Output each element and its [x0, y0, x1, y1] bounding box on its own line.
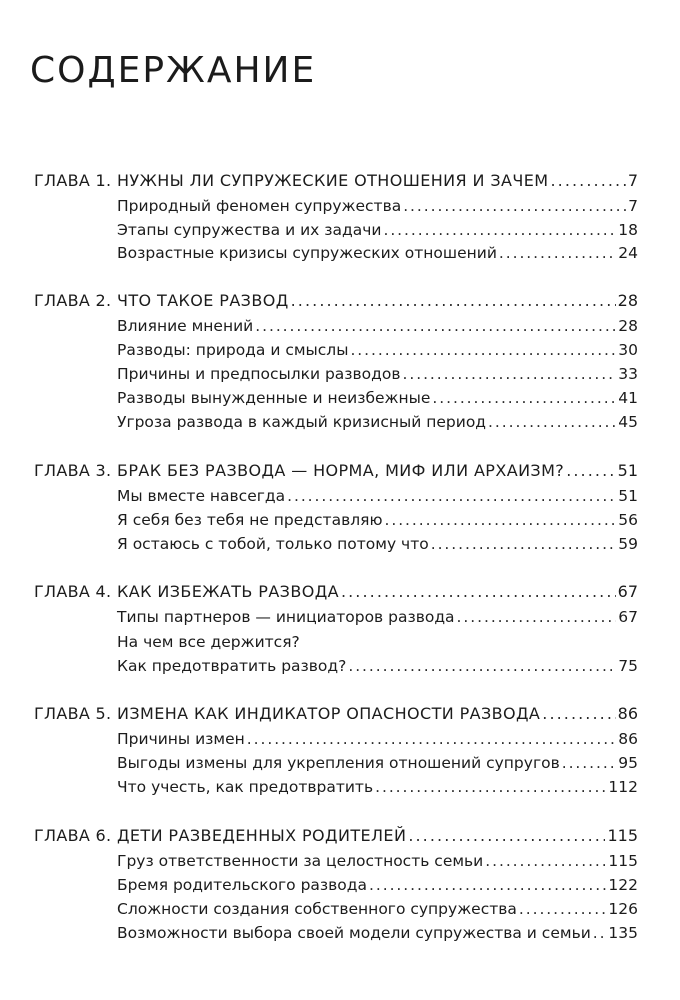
- dot-leader: [375, 777, 606, 797]
- chapter-number: ГЛАВА 2.: [34, 291, 112, 310]
- chapter-number: ГЛАВА 4.: [34, 582, 112, 601]
- section-entry: [117, 777, 638, 797]
- dot-leader: [519, 899, 607, 919]
- section-entry: [117, 316, 638, 336]
- page-number: 67: [618, 608, 638, 626]
- dot-leader: [341, 582, 616, 602]
- chapter-heading: [34, 171, 638, 191]
- page-number: 28: [617, 291, 638, 310]
- section-title: Этапы супружества и их задачи: [117, 221, 382, 239]
- chapter-title: ИЗМЕНА КАК ИНДИКАТОР ОПАСНОСТИ РАЗВОДА: [117, 704, 541, 723]
- section-title: Я себя без тебя не представляю: [117, 511, 383, 529]
- chapter-title: БРАК БЕЗ РАЗВОДА — НОРМА, МИФ ИЛИ АРХАИЗМ?: [117, 461, 565, 480]
- section-title: Влияние мнений: [117, 317, 254, 335]
- section-entry: [117, 196, 638, 216]
- page-number: 112: [608, 778, 638, 796]
- section-entry: [117, 220, 638, 240]
- section-title: Разводы: природа и смыслы: [117, 341, 349, 359]
- page-number: 7: [627, 171, 638, 190]
- dot-leader: [287, 486, 616, 506]
- chapter-heading: [34, 291, 638, 311]
- section-entry: [117, 364, 638, 384]
- section-title: Причины и предпосылки разводов: [117, 365, 401, 383]
- chapter-heading: [34, 704, 638, 724]
- page-number: 86: [617, 704, 638, 723]
- chapter-number: ГЛАВА 5.: [34, 704, 112, 723]
- dot-leader: [593, 923, 607, 943]
- section-entry: [117, 607, 638, 627]
- section-title: Бремя родительского развода: [117, 876, 368, 894]
- section-title: Сложности создания собственного супружества: [117, 900, 517, 918]
- dot-leader: [385, 510, 617, 530]
- chapter-title: ДЕТИ РАЗВЕДЕННЫХ РОДИТЕЛЕЙ: [117, 826, 407, 845]
- page-title: СОДЕРЖАНИЕ: [30, 50, 317, 91]
- dot-leader: [247, 729, 616, 749]
- section-title: Причины измен: [117, 730, 245, 748]
- dot-leader: [408, 826, 605, 846]
- section-title: Я остаюсь с тобой, только потому что: [117, 535, 429, 553]
- section-title: Разводы вынужденные и неизбежные: [117, 389, 431, 407]
- chapter-heading: [34, 461, 638, 481]
- page-number: 59: [618, 535, 638, 553]
- page-number: 56: [618, 511, 638, 529]
- section-entry: [117, 899, 638, 919]
- section-entry: [117, 875, 638, 895]
- section-title: Что учесть, как предотвратить: [117, 778, 374, 796]
- section-entry: [117, 510, 638, 530]
- dot-leader: [403, 364, 617, 384]
- section-title: Мы вместе навсегда: [117, 487, 286, 505]
- dot-leader: [383, 220, 616, 240]
- page-number: 33: [618, 365, 638, 383]
- dot-leader: [457, 607, 617, 627]
- dot-leader: [348, 656, 616, 676]
- section-entry: [117, 851, 638, 871]
- section-entry: [117, 388, 638, 408]
- page-number: 115: [608, 852, 638, 870]
- dot-leader: [431, 534, 617, 554]
- section-entry: [117, 340, 638, 360]
- section-title: Типы партнеров — инициаторов развода: [117, 608, 455, 626]
- section-title: Угроза развода в каждый кризисный период: [117, 413, 487, 431]
- page-number: 24: [618, 244, 638, 262]
- page-number: 95: [618, 754, 638, 772]
- section-entry: [117, 729, 638, 749]
- section-title: Груз ответственности за целостность семьи: [117, 852, 484, 870]
- page-number: 7: [628, 197, 638, 215]
- dot-leader: [542, 704, 615, 724]
- section-entry: [117, 412, 638, 432]
- page-number: 30: [618, 341, 638, 359]
- chapter-heading: [34, 826, 638, 846]
- dot-leader: [255, 316, 616, 336]
- chapter-number: ГЛАВА 3.: [34, 461, 112, 480]
- section-entry: [117, 243, 638, 263]
- dot-leader: [562, 753, 617, 773]
- dot-leader: [485, 851, 606, 871]
- page-number: 51: [618, 487, 638, 505]
- dot-leader: [488, 412, 616, 432]
- page-number: 122: [608, 876, 638, 894]
- dot-leader: [566, 461, 615, 481]
- dot-leader: [403, 196, 626, 216]
- page-number: 75: [618, 657, 638, 675]
- page-number: 28: [618, 317, 638, 335]
- chapter-number: ГЛАВА 6.: [34, 826, 112, 845]
- dot-leader: [432, 388, 616, 408]
- chapter-heading: [34, 582, 638, 602]
- chapter-title: ЧТО ТАКОЕ РАЗВОД: [117, 291, 289, 310]
- page-number: 51: [617, 461, 638, 480]
- section-title: На чем все держится?: [117, 633, 300, 651]
- section-entry: [117, 534, 638, 554]
- section-title: Возрастные кризисы супружеских отношений: [117, 244, 497, 262]
- chapter-title: НУЖНЫ ЛИ СУПРУЖЕСКИЕ ОТНОШЕНИЯ И ЗАЧЕМ: [117, 171, 549, 190]
- section-entry: [117, 656, 638, 676]
- section-entry: [117, 923, 638, 943]
- dot-leader: [550, 171, 625, 191]
- section-title: Выгоды измены для укрепления отношений супругов: [117, 754, 560, 772]
- section-entry: [117, 753, 638, 773]
- page-number: 45: [618, 413, 638, 431]
- page-number: 67: [617, 582, 638, 601]
- section-title: Возможности выбора своей модели супружества и семьи: [117, 924, 591, 942]
- page-number: 135: [608, 924, 638, 942]
- page-number: 126: [608, 900, 638, 918]
- section-entry: [117, 486, 638, 506]
- section-title: Природный феномен супружества: [117, 197, 402, 215]
- page-number: 115: [607, 826, 638, 845]
- page-number: 18: [618, 221, 638, 239]
- page-number: 41: [618, 389, 638, 407]
- dot-leader: [369, 875, 606, 895]
- chapter-number: ГЛАВА 1.: [34, 171, 112, 190]
- chapter-title: КАК ИЗБЕЖАТЬ РАЗВОДА: [117, 582, 339, 601]
- dot-leader: [291, 291, 616, 311]
- section-title: Как предотвратить развод?: [117, 657, 347, 675]
- page-number: 86: [618, 730, 638, 748]
- section-entry: [117, 632, 638, 652]
- dot-leader: [350, 340, 616, 360]
- dot-leader: [499, 243, 616, 263]
